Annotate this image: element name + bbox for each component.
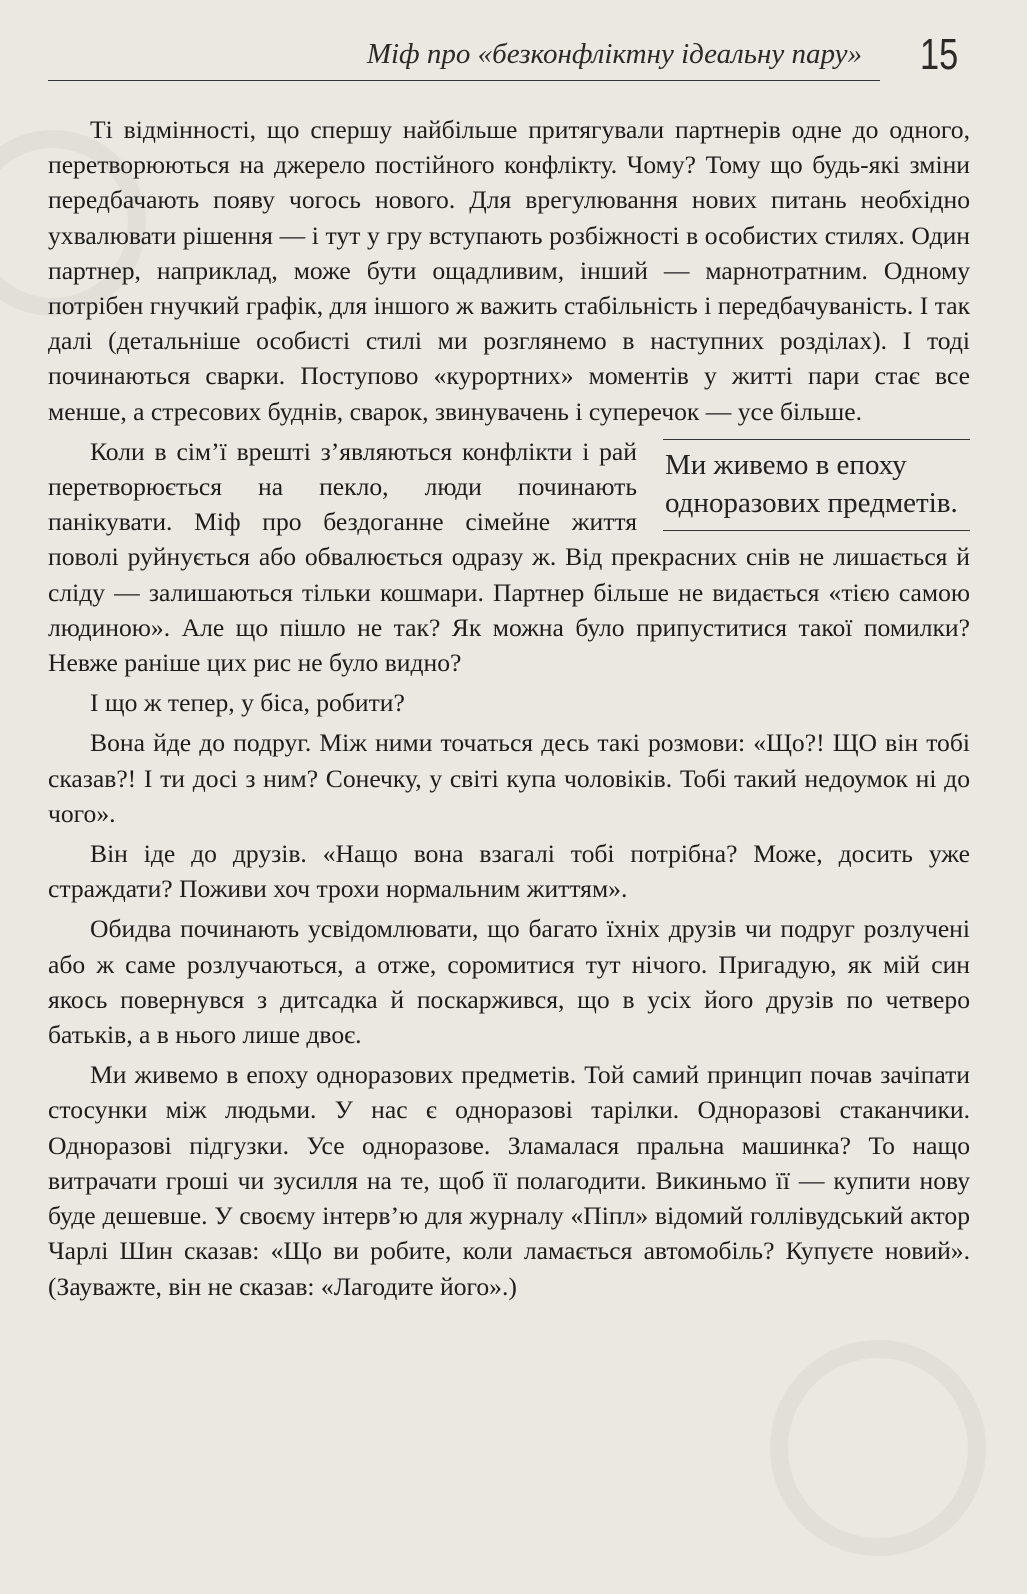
paragraph-7: Ми живемо в епоху одноразових предметів. Той самий принцип почав зачіпати стосунки між людьми. У нас є одноразові тарілки. Одноразові стаканчики. Одноразові підгузки. Усе одноразове. Зламалася пральна машинка? То нащо витрачати гроші чи зусилля на те, щоб її полагодити. Викиньмо її — купити нову буде дешевше. У своєму інтерв’ю для журналу «Піпл» відомий голлівудський актор Чарлі Шин сказав: «Що ви робите, коли ламається автомобіль? Купуєте новий». (Зауважте, він не сказав: «Лагодите його».) [48,1060,970,1301]
paragraph-5: Він іде до друзів. «Нащо вона взагалі тобі потрібна? Може, досить уже страждати? Поживи хоч трохи нормальним життям». [48,839,970,904]
body-text [48,112,970,1309]
paragraph-4: Вона йде до подруг. Між ними точаться десь такі розмови: «Що?! ЩО він тобі сказав?! І ти досі з ним? Сонечку, у світі купа чоловіків. Тобі такий недоумок ні до чого». [48,728,970,828]
page-number: 15 [920,30,959,79]
running-title: Міф про «безконфліктну ідеальну пару» [366,38,862,70]
running-head [48,34,880,81]
paragraph-2: Коли в сім’ї врешті з’являються конфлікти і рай перетворюється на пекло, люди починають панікувати. Міф про бездоганне сімейне життя поволі руйнується або обвалюється одразу ж. Від прекрасних снів не лишається й сліду — залишаються тільки кошмари. Партнер більше не видається «тією самою людиною». Але що пішло не так? Як можна було припуститися такої помилки? Невже раніше цих рис не було видно? [48,436,970,678]
paragraph-3: І що ж тепер, у біса, робити? [90,688,405,718]
pullquote: Ми живемо в епоху одноразових предметів. [663,439,970,531]
watermark-right [770,1340,986,1556]
paragraph-6: Обидва починають усвідомлювати, що багато їхніх друзів чи подруг розлучені або ж саме розлучаються, а отже, соромитися тут нічого. Пригадую, як мій син якось повернувся з дитсадка й поскаржився, що в усіх його друзів по четверо батьків, а в нього лише двоє. [48,914,970,1050]
paragraph-1: Ті відмінності, що спершу найбільше притягували партнерів одне до одного, перетворюються на джерело постійного конфлікту. Чому? Тому що будь-які зміни передбачають появу чогось нового. Для врегулювання нових питань необхідно ухвалювати рішення — і тут у гру вступають розбіжності в особистих стилях. Один партнер, наприклад, може бути ощадливим, інший — марнотратним. Одному потрібен гнучкий графік, для іншого ж важить стабільність і передбачуваність. І так далі (детальніше особисті стилі ми розглянемо в наступних розділах). І тоді починаються сварки. Поступово «курортних» моментів у житті пари стає все менше, а стресових буднів, сварок, звинувачень і суперечок — усе більше. [48,115,970,426]
